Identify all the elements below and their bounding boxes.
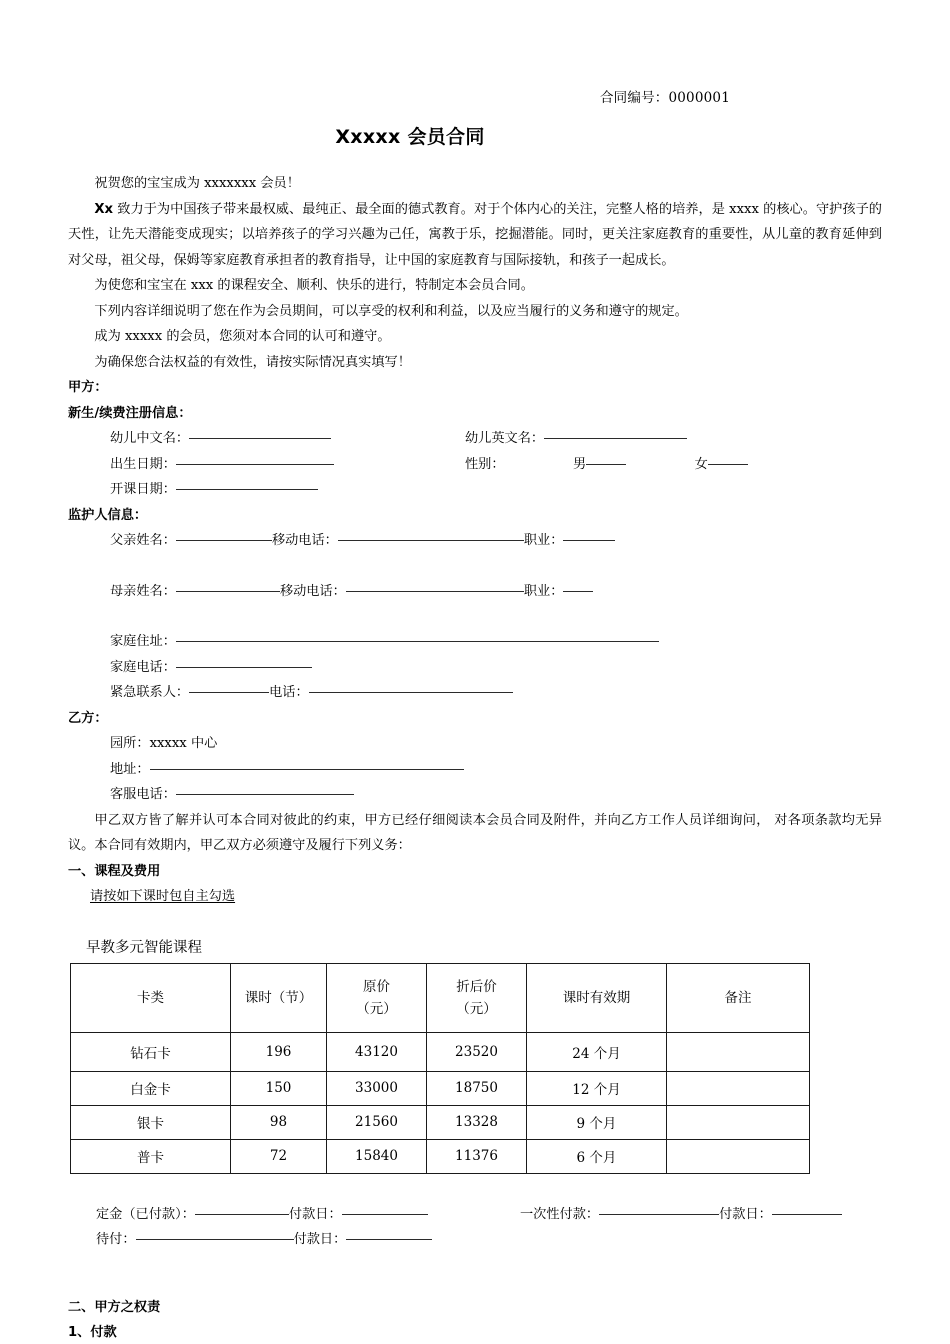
emergency-phone-input[interactable] <box>309 692 513 693</box>
emergency-contact-field[interactable] <box>110 680 269 706</box>
cell-card-type: 白金卡 <box>71 1071 231 1105</box>
home-phone-field[interactable] <box>110 655 312 681</box>
father-name-input[interactable] <box>176 540 272 541</box>
form-row-start-date <box>68 477 882 503</box>
cell-sessions: 196 <box>231 1032 327 1071</box>
section-two-heading: 二、甲方之权责 <box>68 1299 161 1315</box>
pending-field[interactable] <box>96 1227 294 1253</box>
deposit-date-input[interactable] <box>342 1214 428 1215</box>
lump-sum-date-label: 付款日： <box>719 1206 772 1222</box>
birth-date-input[interactable] <box>176 464 334 465</box>
lump-sum-date-input[interactable] <box>772 1214 842 1215</box>
pending-date-label: 付款日： <box>293 1232 347 1247</box>
payment-row-pending <box>68 1227 882 1253</box>
service-phone-input[interactable] <box>176 794 354 795</box>
mother-name-input[interactable] <box>176 591 280 592</box>
header-card-type: 卡类 <box>71 963 231 1032</box>
cell-sessions: 72 <box>231 1139 327 1173</box>
deposit-date-field[interactable] <box>289 1202 428 1228</box>
header-original-price-line2: （元） <box>356 1000 397 1017</box>
start-date-input[interactable] <box>176 489 318 490</box>
course-title: 早教多元智能课程 <box>86 939 202 956</box>
mother-occupation-field[interactable] <box>524 579 594 605</box>
cell-discount-price: 18750 <box>427 1071 527 1105</box>
emergency-contact-label: 紧急联系人： <box>110 685 190 700</box>
purpose-paragraph: 为使您和宝宝在 xxx 的课程安全、顺利、快乐的进行，特制定本会员合同。 <box>94 278 534 293</box>
pending-input[interactable] <box>136 1239 294 1240</box>
emergency-phone-field[interactable] <box>269 680 513 706</box>
guardian-heading: 监护人信息： <box>68 507 148 523</box>
start-date-label: 开课日期： <box>110 482 176 497</box>
scope-paragraph: 下列内容详细说明了您在作为会员期间，可以享受的权利和利益，以及应当履行的义务和遵守的规定。 <box>94 303 688 319</box>
header-original-price <box>327 963 427 1032</box>
mother-occupation-input[interactable] <box>563 591 593 592</box>
form-row-father <box>68 528 882 554</box>
brand-paragraph-body: 致力于为中国孩子带来最权威、最纯正、最全面的德式教育。对于个体内心的关注，完整人格的培养，是 xxxx 的核心。守护孩子的天性，让先天潜能变成现实；以培养孩子的学习兴趣为己任，寓教于乐，挖掘潜能。同时，更关注家庭教育的重要性，从儿童的教育延伸到对父母，祖父母，保姆等家庭教育承担者的教育指导，让中国的家庭教育与国际接轨，和孩子一起成长。 <box>68 201 882 268</box>
table-row[interactable] <box>71 1105 810 1139</box>
page-title-han: 会员合同 <box>407 126 485 148</box>
cell-sessions: 98 <box>231 1105 327 1139</box>
lump-sum-date-field[interactable] <box>719 1202 842 1228</box>
form-row-names <box>68 426 882 452</box>
pending-label: 待付： <box>96 1232 136 1247</box>
cell-remark[interactable] <box>667 1105 810 1139</box>
gender-male-option[interactable] <box>573 452 626 478</box>
cell-card-type: 普卡 <box>71 1139 231 1173</box>
cell-remark[interactable] <box>667 1032 810 1071</box>
cell-remark[interactable] <box>667 1071 810 1105</box>
cell-discount-price: 11376 <box>427 1139 527 1173</box>
contract-number-label: 合同编号： <box>599 90 669 106</box>
table-header-row <box>71 963 810 1032</box>
brand-paragraph <box>68 197 882 274</box>
registration-heading: 新生/续费注册信息： <box>68 405 192 421</box>
deposit-date-label: 付款日： <box>288 1206 342 1222</box>
cell-sessions: 150 <box>231 1071 327 1105</box>
form-row-campus <box>68 731 882 757</box>
lump-sum-field[interactable] <box>520 1202 719 1228</box>
form-row-home-phone <box>68 655 882 681</box>
home-address-input[interactable] <box>176 641 659 642</box>
service-phone-label: 客服电话： <box>110 787 176 802</box>
father-name-field[interactable] <box>110 528 272 554</box>
header-sessions: 课时（节） <box>231 963 327 1032</box>
campus-label: 园所： <box>110 736 150 751</box>
header-discount-price-line2: （元） <box>456 1000 497 1017</box>
gender-female-label: 女 <box>694 456 708 472</box>
table-row[interactable] <box>71 1071 810 1105</box>
form-row-emergency <box>68 680 882 706</box>
father-mobile-label: 移动电话： <box>271 533 338 548</box>
start-date-field[interactable] <box>110 477 318 503</box>
contract-number <box>68 86 882 106</box>
child-cn-name-input[interactable] <box>189 438 331 439</box>
cell-validity: 24 个月 <box>527 1032 667 1071</box>
deposit-label: 定金（已付款）： <box>96 1206 195 1222</box>
header-discount-price-line1: 折后价 <box>456 978 497 995</box>
payment-row-deposit <box>68 1202 882 1228</box>
cell-original-price: 33000 <box>327 1071 427 1105</box>
gender-female-option[interactable] <box>695 452 748 478</box>
home-phone-label: 家庭电话： <box>110 659 176 675</box>
gender-male-label: 男 <box>572 456 587 472</box>
cell-original-price: 43120 <box>327 1032 427 1071</box>
father-mobile-input[interactable] <box>338 540 524 541</box>
mother-mobile-label: 移动电话： <box>279 583 346 599</box>
header-validity: 课时有效期 <box>527 963 667 1032</box>
father-mobile-field[interactable] <box>272 528 524 554</box>
header-original-price-line1: 原价 <box>363 978 390 995</box>
pending-date-input[interactable] <box>346 1239 432 1240</box>
campus-address-input[interactable] <box>150 769 464 770</box>
birth-date-label: 出生日期： <box>110 456 176 472</box>
child-cn-name-field[interactable] <box>110 426 331 452</box>
table-row[interactable] <box>71 1139 810 1173</box>
page-title-latin: Xxxxx <box>335 126 401 148</box>
home-address-label: 家庭住址： <box>110 634 176 649</box>
form-row-home-address <box>68 629 882 655</box>
mother-name-field[interactable] <box>110 579 280 605</box>
mother-mobile-input[interactable] <box>346 591 524 592</box>
brand-name: Xx <box>94 201 114 217</box>
lump-sum-label: 一次性付款： <box>520 1206 600 1222</box>
contract-number-value: 0000001 <box>668 90 730 106</box>
service-phone-field[interactable] <box>110 782 354 808</box>
cell-card-type: 钻石卡 <box>71 1032 231 1071</box>
cell-original-price: 15840 <box>327 1139 427 1173</box>
cell-original-price: 21560 <box>327 1105 427 1139</box>
mother-name-label: 母亲姓名： <box>110 583 176 599</box>
campus-address-field[interactable] <box>110 757 464 783</box>
father-occupation-label: 职业： <box>523 533 564 548</box>
section-two-item-1: 1、付款 <box>68 1325 117 1340</box>
father-name-label: 父亲姓名： <box>110 533 176 548</box>
price-table <box>70 963 810 1174</box>
cell-remark[interactable] <box>667 1139 810 1173</box>
greeting-paragraph: 祝贺您的宝宝成为 xxxxxxx 会员！ <box>94 176 300 191</box>
campus-address-label: 地址： <box>110 761 150 777</box>
gender-label: 性别： <box>465 456 505 472</box>
section-one-heading: 一、课程及费用 <box>68 863 161 879</box>
form-row-campus-address <box>68 757 882 783</box>
birth-date-field[interactable] <box>110 452 334 478</box>
acceptance-paragraph: 成为 xxxxx 的会员，您须对本合同的认可和遵守。 <box>94 329 391 344</box>
cell-validity: 12 个月 <box>527 1071 667 1105</box>
form-row-birth-gender <box>68 452 882 478</box>
party-b-heading: 乙方： <box>68 710 108 726</box>
emergency-contact-input[interactable] <box>189 692 269 693</box>
form-row-service-phone <box>68 782 882 808</box>
cell-card-type: 银卡 <box>71 1105 231 1139</box>
campus-value: xxxxx 中心 <box>149 736 218 751</box>
document-content <box>68 0 882 1344</box>
payment-block <box>68 1202 882 1253</box>
cell-validity: 9 个月 <box>527 1105 667 1139</box>
table-row[interactable] <box>71 1032 810 1071</box>
deposit-field[interactable] <box>96 1202 289 1228</box>
lump-sum-input[interactable] <box>599 1214 719 1215</box>
child-en-name-input[interactable] <box>544 438 687 439</box>
gender-female-input[interactable] <box>708 464 748 465</box>
child-cn-name-label: 幼儿中文名： <box>110 431 190 446</box>
cell-discount-price: 23520 <box>427 1032 527 1071</box>
home-phone-input[interactable] <box>176 667 312 668</box>
pending-date-field[interactable] <box>294 1227 433 1253</box>
emergency-phone-label: 电话： <box>269 685 309 700</box>
gender-male-input[interactable] <box>586 464 626 465</box>
section-one-note: 请按如下课时包自主勾选 <box>90 889 236 904</box>
cell-validity: 6 个月 <box>527 1139 667 1173</box>
truthful-fill-paragraph: 为确保您合法权益的有效性，请按实际情况真实填写！ <box>94 354 411 370</box>
father-occupation-field[interactable] <box>524 528 616 554</box>
father-occupation-input[interactable] <box>563 540 615 541</box>
deposit-input[interactable] <box>195 1214 289 1215</box>
mother-mobile-field[interactable] <box>280 579 524 605</box>
child-en-name-field[interactable] <box>465 426 687 452</box>
header-discount-price <box>427 963 527 1032</box>
cell-discount-price: 13328 <box>427 1105 527 1139</box>
page-title <box>68 122 882 149</box>
header-remark: 备注 <box>667 963 810 1032</box>
mother-occupation-label: 职业： <box>523 583 564 599</box>
home-address-field[interactable] <box>110 629 659 655</box>
form-row-mother <box>68 579 882 605</box>
child-en-name-label: 幼儿英文名： <box>465 431 545 446</box>
acknowledgement-paragraph: 甲乙双方皆了解并认可本合同对彼此的约束，甲方已经仔细阅读本会员合同及附件，并向乙方工作人员详细询问， 对各项条款均无异议。本合同有效期内，甲乙双方必须遵守及履行下列义务： <box>68 812 882 853</box>
party-a-heading: 甲方： <box>68 380 108 395</box>
